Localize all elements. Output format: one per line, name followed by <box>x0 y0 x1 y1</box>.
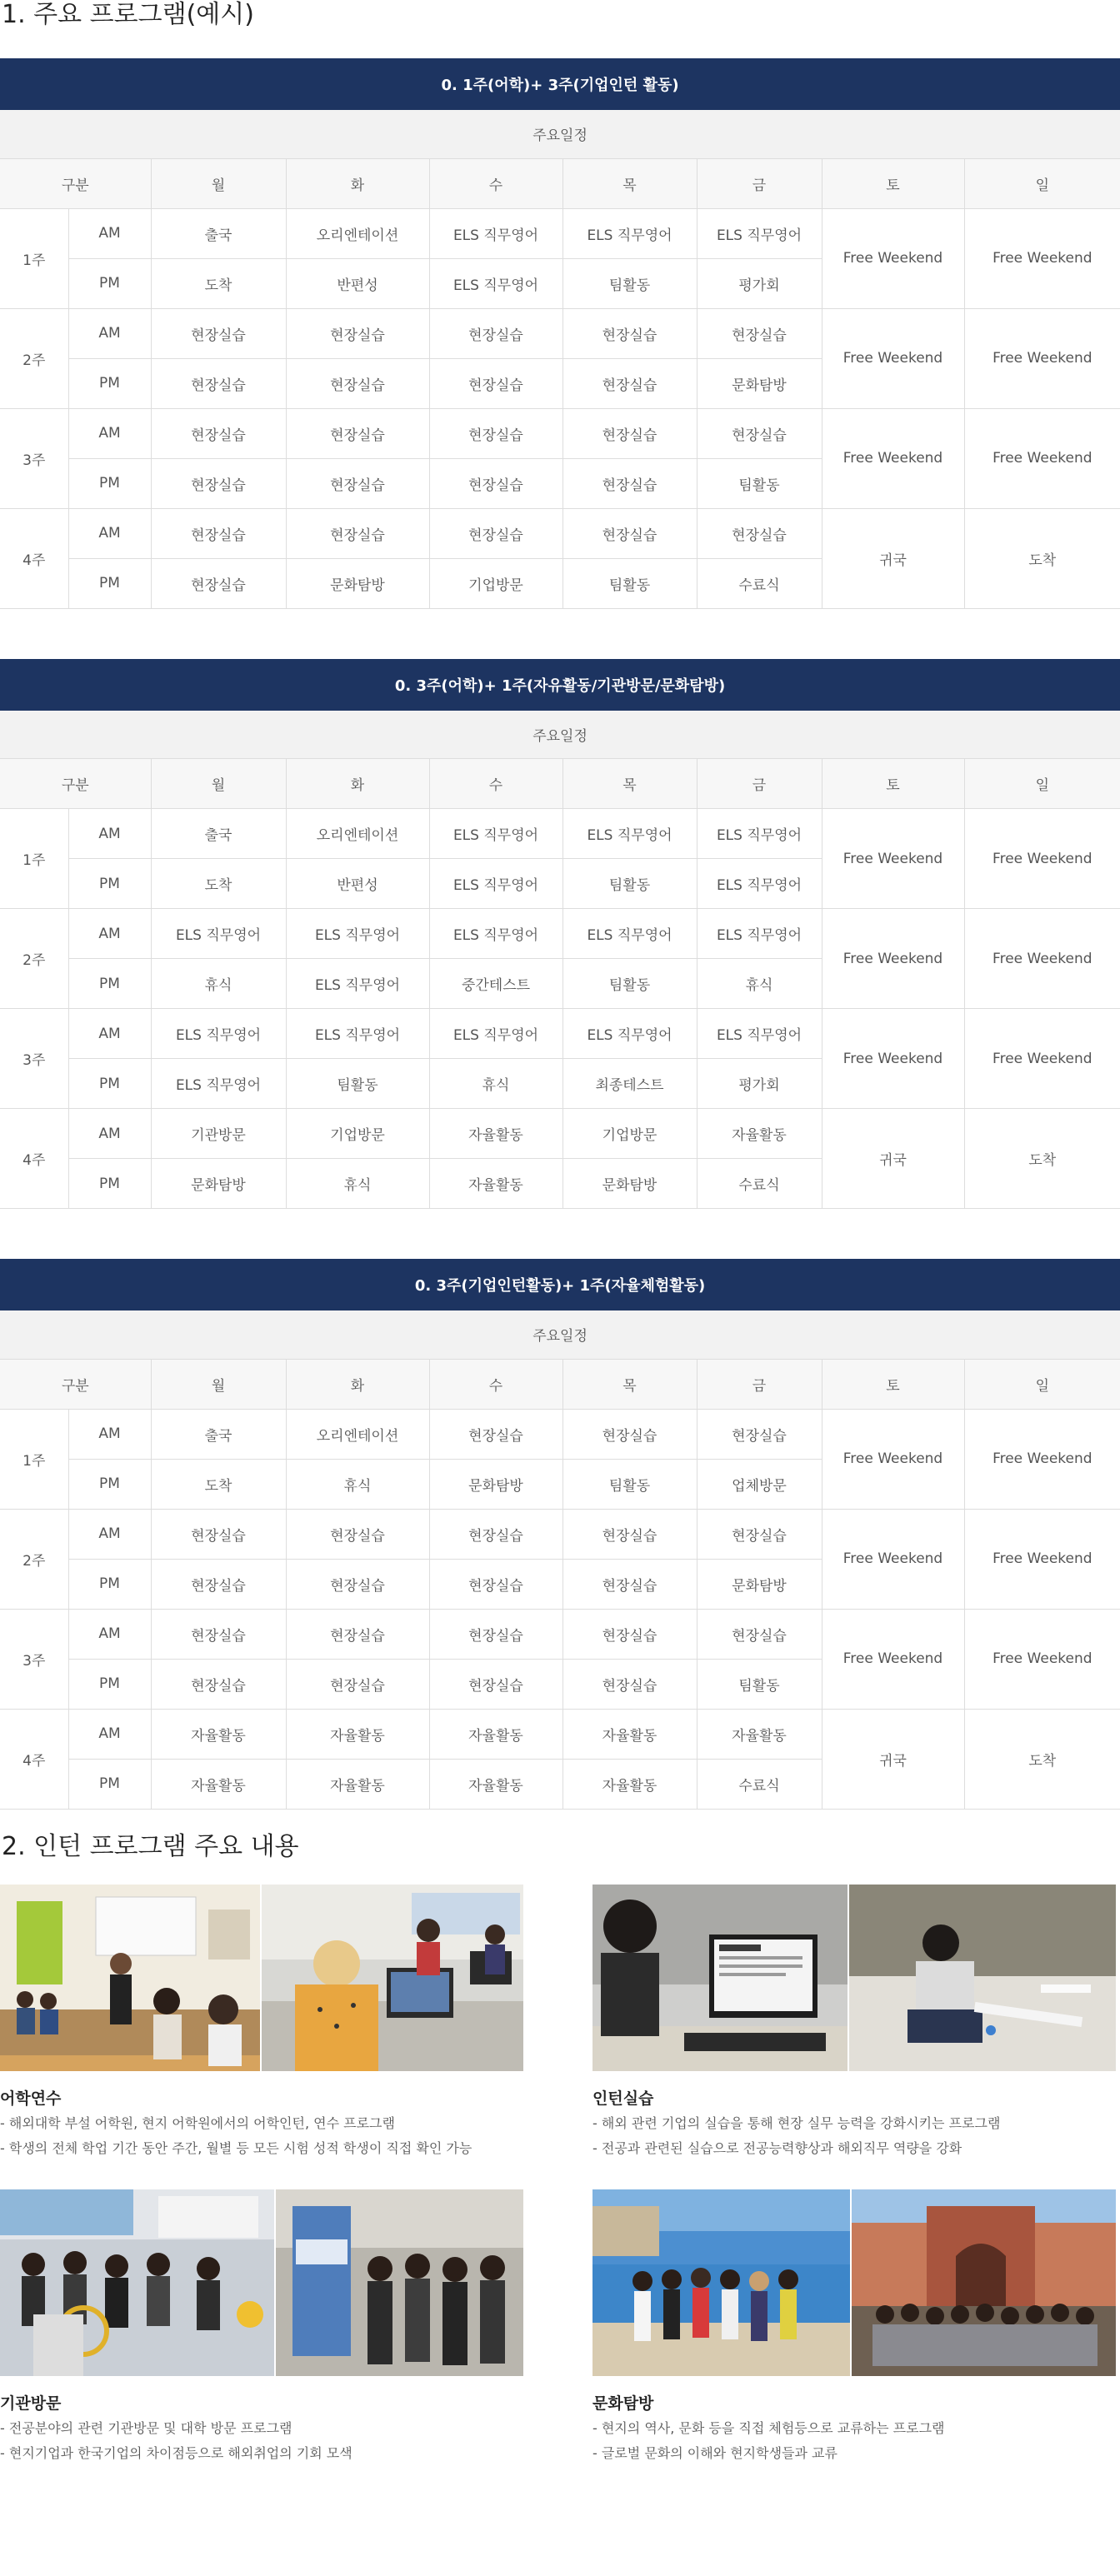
program-photos <box>0 2189 523 2376</box>
schedule-table <box>0 659 1120 1210</box>
ruins-group-photo <box>852 2189 1116 2376</box>
period-label: AM <box>68 1509 151 1559</box>
schedule-table <box>0 58 1120 609</box>
schedule-cell: 업체방문 <box>697 1459 822 1509</box>
schedule-cell: ELS 직무영어 <box>429 1009 562 1059</box>
schedule-cell: 현장실습 <box>697 508 822 558</box>
schedule-cell: ELS 직무영어 <box>562 1009 697 1059</box>
schedule-cell: 현장실습 <box>429 1509 562 1559</box>
table-spacer <box>0 1209 1120 1259</box>
weekend-cell: Free Weekend <box>964 809 1120 909</box>
weekend-cell: Free Weekend <box>964 1509 1120 1609</box>
table-row <box>0 1509 1120 1559</box>
week-label: 4주 <box>0 1109 68 1209</box>
week-label: 3주 <box>0 408 68 508</box>
schedule-cell: 현장실습 <box>286 1559 429 1609</box>
schedule-cell: 팀활동 <box>562 1459 697 1509</box>
schedule-cell: 현장실습 <box>151 1659 286 1709</box>
schedule-cell: 휴식 <box>429 1059 562 1109</box>
schedule-cell: 현장실습 <box>429 358 562 408</box>
schedule-cell: ELS 직무영어 <box>429 859 562 909</box>
schedule-cell: 자율활동 <box>286 1759 429 1809</box>
weekend-cell: Free Weekend <box>964 909 1120 1009</box>
program-title: 어학연수 <box>0 2089 62 2108</box>
period-label: AM <box>68 1609 151 1659</box>
program-card-language <box>0 1885 523 2161</box>
program-desc-line: - 글로벌 문화의 이해와 현지학생들과 교류 <box>592 2444 838 2461</box>
weekend-cell: Free Weekend <box>822 809 964 909</box>
schedule-cell: 현장실습 <box>286 1609 429 1659</box>
weekend-cell: Free Weekend <box>822 909 964 1009</box>
schedule-cell: 평가회 <box>697 1059 822 1109</box>
computer-lab-photo <box>262 1885 523 2071</box>
schedule-cell: 반편성 <box>286 258 429 308</box>
schedule-cell: 현장실습 <box>429 1609 562 1659</box>
period-label: PM <box>68 558 151 608</box>
schedule-cell: 현장실습 <box>286 458 429 508</box>
column-header: 수 <box>429 1359 562 1409</box>
period-label: AM <box>68 909 151 959</box>
schedule-cell: 자율활동 <box>429 1159 562 1209</box>
schedule-cell: ELS 직무영어 <box>151 1009 286 1059</box>
schedule-cell: 현장실습 <box>562 308 697 358</box>
schedule-cell: ELS 직무영어 <box>429 208 562 258</box>
schedule-cell: ELS 직무영어 <box>562 809 697 859</box>
schedule-subheader: 주요일정 <box>0 110 1120 158</box>
schedule-cell: ELS 직무영어 <box>697 1009 822 1059</box>
schedule-cell: 현장실습 <box>151 1609 286 1659</box>
weekend-cell: Free Weekend <box>964 1409 1120 1509</box>
program-photos <box>592 1885 1116 2071</box>
schedule-cell: 문화탐방 <box>697 358 822 408</box>
program-card-visit <box>0 2189 523 2466</box>
schedule-cell: 팀활동 <box>562 959 697 1009</box>
schedule-cell: 자율활동 <box>286 1709 429 1759</box>
coast-group-photo <box>592 2189 850 2376</box>
schedule-cell: 최종테스트 <box>562 1059 697 1109</box>
column-header: 목 <box>562 158 697 208</box>
schedule-cell: 자율활동 <box>697 1109 822 1159</box>
program-photos <box>0 1885 523 2071</box>
period-label: PM <box>68 859 151 909</box>
schedule-cell: 현장실습 <box>151 1509 286 1559</box>
column-header: 수 <box>429 759 562 809</box>
column-header: 목 <box>562 1359 697 1409</box>
program-card-culture <box>592 2189 1116 2466</box>
visit-group-photo <box>0 2189 274 2376</box>
period-label: PM <box>68 1459 151 1509</box>
program-desc-line: - 전공분야의 관련 기관방문 및 대학 방문 프로그램 <box>0 2419 292 2436</box>
schedule-cell: 오리엔테이션 <box>286 809 429 859</box>
schedule-cell: 현장실습 <box>697 408 822 458</box>
schedule-cell: 자율활동 <box>429 1709 562 1759</box>
schedule-subheader: 주요일정 <box>0 711 1120 759</box>
schedule-cell: 현장실습 <box>429 508 562 558</box>
schedule-cell: 팀활동 <box>562 859 697 909</box>
schedule-cell: 출국 <box>151 809 286 859</box>
weekend-cell: Free Weekend <box>822 1009 964 1109</box>
classroom-photo <box>0 1885 260 2071</box>
column-header: 화 <box>286 158 429 208</box>
schedule-cell: 출국 <box>151 1409 286 1459</box>
column-header: 월 <box>151 759 286 809</box>
column-header: 화 <box>286 1359 429 1409</box>
schedule-cell: 현장실습 <box>429 408 562 458</box>
weekend-cell: Free Weekend <box>964 208 1120 308</box>
period-label: PM <box>68 1159 151 1209</box>
period-label: AM <box>68 1109 151 1159</box>
schedule-cell: ELS 직무영어 <box>697 859 822 909</box>
week-label: 1주 <box>0 809 68 909</box>
weekend-cell: Free Weekend <box>822 308 964 408</box>
schedule-cell: ELS 직무영어 <box>697 909 822 959</box>
schedule-cell: 현장실습 <box>429 308 562 358</box>
schedule-cell: 기업방문 <box>562 1109 697 1159</box>
column-header: 구분 <box>0 759 151 809</box>
schedule-cell: 현장실습 <box>562 1659 697 1709</box>
table-row <box>0 1409 1120 1459</box>
schedule-cell: 현장실습 <box>562 408 697 458</box>
schedule-cell: 휴식 <box>697 959 822 1009</box>
schedule-tables <box>0 58 1120 1810</box>
schedule-cell: 휴식 <box>286 1159 429 1209</box>
program-desc-line: - 학생의 전체 학업 기간 동안 주간, 월별 등 모든 시험 성적 학생이 직접 확인 가능 <box>0 2139 472 2156</box>
schedule-cell: 수료식 <box>697 1159 822 1209</box>
schedule-subheader: 주요일정 <box>0 1310 1120 1359</box>
week-label: 1주 <box>0 208 68 308</box>
schedule-cell: 휴식 <box>151 959 286 1009</box>
section-title-programs: 1. 주요 프로그램(예시) <box>2 0 254 29</box>
weekend-cell: Free Weekend <box>964 1609 1120 1709</box>
column-header: 월 <box>151 158 286 208</box>
schedule-cell: 오리엔테이션 <box>286 1409 429 1459</box>
schedule-cell: 평가회 <box>697 258 822 308</box>
schedule-cell: 자율활동 <box>697 1709 822 1759</box>
table-row <box>0 208 1120 258</box>
schedule-cell: 현장실습 <box>429 1559 562 1609</box>
schedule-cell: 현장실습 <box>151 408 286 458</box>
weekend-cell: Free Weekend <box>964 308 1120 408</box>
period-label: PM <box>68 358 151 408</box>
week-label: 3주 <box>0 1609 68 1709</box>
period-label: PM <box>68 1759 151 1809</box>
column-header: 금 <box>697 759 822 809</box>
schedule-cell: 문화탐방 <box>697 1559 822 1609</box>
week-label: 1주 <box>0 1409 68 1509</box>
weekend-cell: 도착 <box>964 508 1120 608</box>
table-row <box>0 308 1120 358</box>
period-label: PM <box>68 258 151 308</box>
column-header: 금 <box>697 158 822 208</box>
schedule-cell: 현장실습 <box>151 508 286 558</box>
schedule-cell: 수료식 <box>697 558 822 608</box>
column-header: 토 <box>822 759 964 809</box>
column-header: 월 <box>151 1359 286 1409</box>
office-work-photo <box>592 1885 848 2071</box>
hands-on-photo <box>849 1885 1116 2071</box>
weekend-cell: Free Weekend <box>964 1009 1120 1109</box>
schedule-cell: 문화탐방 <box>151 1159 286 1209</box>
schedule-cell: ELS 직무영어 <box>697 208 822 258</box>
schedule-cell: 현장실습 <box>562 1509 697 1559</box>
table-row <box>0 408 1120 458</box>
week-label: 4주 <box>0 1709 68 1809</box>
schedule-cell: 기업방문 <box>286 1109 429 1159</box>
program-desc-line: - 현지의 역사, 문화 등을 직접 체험등으로 교류하는 프로그램 <box>592 2419 945 2436</box>
schedule-cell: 도착 <box>151 859 286 909</box>
schedule-cell: 자율활동 <box>562 1709 697 1759</box>
table-row <box>0 1609 1120 1659</box>
schedule-cell: 현장실습 <box>286 358 429 408</box>
schedule-cell: 자율활동 <box>429 1109 562 1159</box>
schedule-cell: 현장실습 <box>562 458 697 508</box>
weekend-cell: 귀국 <box>822 1709 964 1809</box>
column-header: 화 <box>286 759 429 809</box>
schedule-cell: ELS 직무영어 <box>562 909 697 959</box>
table-row <box>0 508 1120 558</box>
schedule-cell: 현장실습 <box>697 1509 822 1559</box>
period-label: AM <box>68 408 151 458</box>
table-row <box>0 1709 1120 1759</box>
column-header: 일 <box>964 158 1120 208</box>
schedule-cell: ELS 직무영어 <box>286 959 429 1009</box>
week-label: 4주 <box>0 508 68 608</box>
schedule-cell: 자율활동 <box>562 1759 697 1809</box>
period-label: AM <box>68 308 151 358</box>
column-header: 일 <box>964 759 1120 809</box>
column-header: 수 <box>429 158 562 208</box>
weekend-cell: Free Weekend <box>822 1409 964 1509</box>
column-header: 구분 <box>0 158 151 208</box>
schedule-table-title: 0. 3주(기업인턴활동)+ 1주(자율체험활동) <box>0 1259 1120 1310</box>
schedule-cell: 현장실습 <box>286 1659 429 1709</box>
program-title: 문화탐방 <box>592 2394 654 2413</box>
week-label: 3주 <box>0 1009 68 1109</box>
schedule-cell: 자율활동 <box>429 1759 562 1809</box>
schedule-cell: 현장실습 <box>286 308 429 358</box>
schedule-table-title: 0. 1주(어학)+ 3주(기업인턴 활동) <box>0 58 1120 110</box>
table-row <box>0 1009 1120 1059</box>
schedule-cell: 현장실습 <box>151 558 286 608</box>
schedule-cell: 도착 <box>151 258 286 308</box>
period-label: PM <box>68 1059 151 1109</box>
period-label: PM <box>68 1559 151 1609</box>
week-label: 2주 <box>0 909 68 1009</box>
schedule-cell: ELS 직무영어 <box>429 909 562 959</box>
weekend-cell: Free Weekend <box>822 1609 964 1709</box>
schedule-cell: 현장실습 <box>562 1559 697 1609</box>
schedule-table <box>0 1259 1120 1810</box>
program-desc-line: - 전공과 관련된 실습으로 전공능력향상과 해외직무 역량을 강화 <box>592 2139 962 2156</box>
program-title: 인턴실습 <box>592 2089 654 2108</box>
period-label: AM <box>68 1709 151 1759</box>
schedule-cell: 현장실습 <box>562 1609 697 1659</box>
schedule-cell: 현장실습 <box>697 1609 822 1659</box>
schedule-cell: 현장실습 <box>286 1509 429 1559</box>
schedule-cell: 도착 <box>151 1459 286 1509</box>
schedule-cell: 문화탐방 <box>562 1159 697 1209</box>
program-photos <box>592 2189 1116 2376</box>
schedule-cell: ELS 직무영어 <box>286 909 429 959</box>
schedule-cell: 현장실습 <box>286 508 429 558</box>
weekend-cell: Free Weekend <box>822 408 964 508</box>
schedule-cell: 현장실습 <box>562 1409 697 1459</box>
weekend-cell: Free Weekend <box>964 408 1120 508</box>
schedule-cell: 팀활동 <box>286 1059 429 1109</box>
program-desc-line: - 현지기업과 한국기업의 차이점등으로 해외취업의 기회 모색 <box>0 2444 352 2461</box>
week-label: 2주 <box>0 308 68 408</box>
weekend-cell: 도착 <box>964 1109 1120 1209</box>
weekend-cell: Free Weekend <box>822 1509 964 1609</box>
program-title: 기관방문 <box>0 2394 62 2413</box>
column-header: 목 <box>562 759 697 809</box>
program-desc-line: - 해외대학 부설 어학원, 현지 어학원에서의 어학인턴, 연수 프로그램 <box>0 2114 395 2131</box>
schedule-cell: 기업방문 <box>429 558 562 608</box>
period-label: AM <box>68 809 151 859</box>
schedule-cell: 팀활동 <box>697 1659 822 1709</box>
schedule-cell: ELS 직무영어 <box>151 909 286 959</box>
period-label: AM <box>68 208 151 258</box>
column-header: 금 <box>697 1359 822 1409</box>
weekend-cell: 귀국 <box>822 508 964 608</box>
schedule-cell: 현장실습 <box>151 308 286 358</box>
program-card-internship <box>592 1885 1116 2161</box>
community-photo <box>276 2189 523 2376</box>
program-grid <box>0 1885 1120 2576</box>
schedule-cell: 현장실습 <box>562 508 697 558</box>
schedule-cell: 현장실습 <box>286 408 429 458</box>
schedule-cell: 반편성 <box>286 859 429 909</box>
schedule-cell: 현장실습 <box>562 358 697 408</box>
schedule-cell: 현장실습 <box>697 308 822 358</box>
schedule-cell: ELS 직무영어 <box>562 208 697 258</box>
schedule-cell: 중간테스트 <box>429 959 562 1009</box>
schedule-cell: 오리엔테이션 <box>286 208 429 258</box>
table-row <box>0 909 1120 959</box>
schedule-cell: ELS 직무영어 <box>286 1009 429 1059</box>
section-title-intern-contents: 2. 인턴 프로그램 주요 내용 <box>2 1831 299 1861</box>
schedule-cell: 문화탐방 <box>429 1459 562 1509</box>
table-spacer <box>0 609 1120 659</box>
schedule-cell: 팀활동 <box>562 258 697 308</box>
schedule-cell: 현장실습 <box>429 458 562 508</box>
weekend-cell: Free Weekend <box>822 208 964 308</box>
schedule-cell: ELS 직무영어 <box>429 258 562 308</box>
table-row <box>0 809 1120 859</box>
period-label: AM <box>68 1009 151 1059</box>
schedule-cell: 현장실습 <box>429 1409 562 1459</box>
period-label: AM <box>68 1409 151 1459</box>
schedule-cell: 현장실습 <box>697 1409 822 1459</box>
schedule-table-title: 0. 3주(어학)+ 1주(자유활동/기관방문/문화탐방) <box>0 659 1120 711</box>
table-row <box>0 1109 1120 1159</box>
schedule-cell: 현장실습 <box>429 1659 562 1709</box>
schedule-cell: 휴식 <box>286 1459 429 1509</box>
schedule-cell: 자율활동 <box>151 1709 286 1759</box>
schedule-cell: ELS 직무영어 <box>697 809 822 859</box>
schedule-cell: 자율활동 <box>151 1759 286 1809</box>
week-label: 2주 <box>0 1509 68 1609</box>
schedule-cell: ELS 직무영어 <box>151 1059 286 1109</box>
schedule-cell: 현장실습 <box>151 458 286 508</box>
schedule-cell: 출국 <box>151 208 286 258</box>
period-label: PM <box>68 458 151 508</box>
schedule-cell: 팀활동 <box>562 558 697 608</box>
schedule-cell: 수료식 <box>697 1759 822 1809</box>
schedule-cell: 문화탐방 <box>286 558 429 608</box>
schedule-cell: 기관방문 <box>151 1109 286 1159</box>
schedule-cell: 팀활동 <box>697 458 822 508</box>
period-label: PM <box>68 959 151 1009</box>
schedule-cell: 현장실습 <box>151 1559 286 1609</box>
period-label: AM <box>68 508 151 558</box>
schedule-cell: ELS 직무영어 <box>429 809 562 859</box>
program-desc-line: - 해외 관련 기업의 실습을 통해 현장 실무 능력을 강화시키는 프로그램 <box>592 2114 1001 2131</box>
column-header: 토 <box>822 1359 964 1409</box>
column-header: 토 <box>822 158 964 208</box>
weekend-cell: 귀국 <box>822 1109 964 1209</box>
column-header: 구분 <box>0 1359 151 1409</box>
column-header: 일 <box>964 1359 1120 1409</box>
period-label: PM <box>68 1659 151 1709</box>
weekend-cell: 도착 <box>964 1709 1120 1809</box>
schedule-cell: 현장실습 <box>151 358 286 408</box>
